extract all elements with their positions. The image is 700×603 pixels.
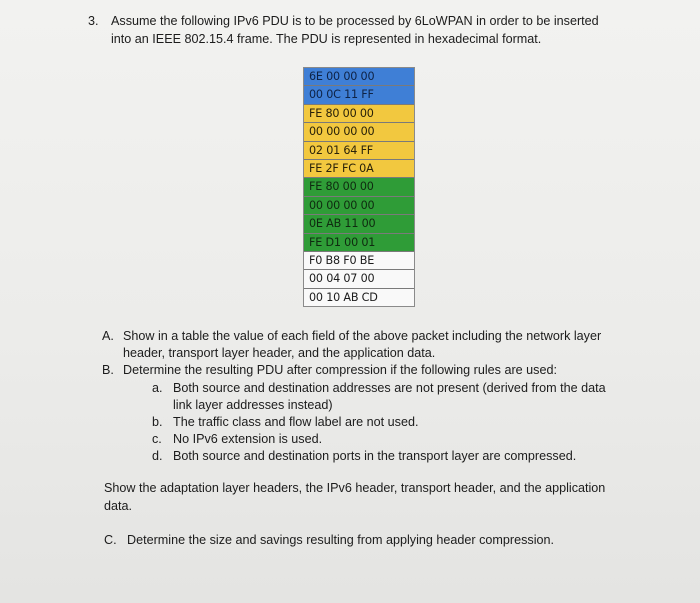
rule-c-line-1: No IPv6 extension is used.	[173, 432, 323, 446]
rule-a-label: a.	[152, 381, 163, 395]
part-b-label: B.	[102, 363, 114, 377]
rule-d-label: d.	[152, 449, 163, 463]
rule-b-label: b.	[152, 415, 163, 429]
pdu-row: FE 2F FC 0A	[304, 160, 414, 178]
pdu-row: 00 00 00 00	[304, 123, 414, 141]
part-a-line-2: header, transport layer header, and the application data.	[123, 346, 436, 360]
part-c-line-1: Determine the size and savings resulting from applying header compression.	[127, 533, 555, 547]
pdu-row: 00 0C 11 FF	[304, 86, 414, 104]
pdu-row: 00 10 AB CD	[304, 289, 414, 306]
pdu-row: FE 80 00 00	[304, 178, 414, 196]
rule-a-line-1: Both source and destination addresses are not present (derived from the data	[173, 381, 606, 395]
part-b-line-1: Determine the resulting PDU after compression if the following rules are used:	[123, 363, 557, 377]
part-a-label: A.	[102, 329, 114, 343]
pdu-row: FE D1 00 01	[304, 234, 414, 252]
pdu-row: FE 80 00 00	[304, 105, 414, 123]
question-text-line-1: Assume the following IPv6 PDU is to be processed by 6LoWPAN in order to be inserted	[111, 14, 599, 28]
question-text-line-2: into an IEEE 802.15.4 frame. The PDU is represented in hexadecimal format.	[111, 32, 542, 46]
pdu-hex-table	[303, 67, 415, 307]
show-instruction-line-2: data.	[104, 499, 133, 513]
show-instruction-line-1: Show the adaptation layer headers, the IPv6 header, transport header, and the application	[104, 481, 606, 495]
pdu-row: 02 01 64 FF	[304, 142, 414, 160]
question-number: 3.	[88, 14, 99, 28]
part-c-label: C.	[104, 533, 117, 547]
pdu-row: 6E 00 00 00	[304, 68, 414, 86]
rule-c-label: c.	[152, 432, 162, 446]
pdu-row: 00 04 07 00	[304, 270, 414, 288]
pdu-row: 00 00 00 00	[304, 197, 414, 215]
pdu-row: 0E AB 11 00	[304, 215, 414, 233]
rule-b-line-1: The traffic class and flow label are not used.	[173, 415, 419, 429]
part-a-line-1: Show in a table the value of each field of the above packet including the network layer	[123, 329, 602, 343]
rule-d-line-1: Both source and destination ports in the transport layer are compressed.	[173, 449, 577, 463]
pdu-row: F0 B8 F0 BE	[304, 252, 414, 270]
rule-a-line-2: link layer addresses instead)	[173, 398, 333, 412]
